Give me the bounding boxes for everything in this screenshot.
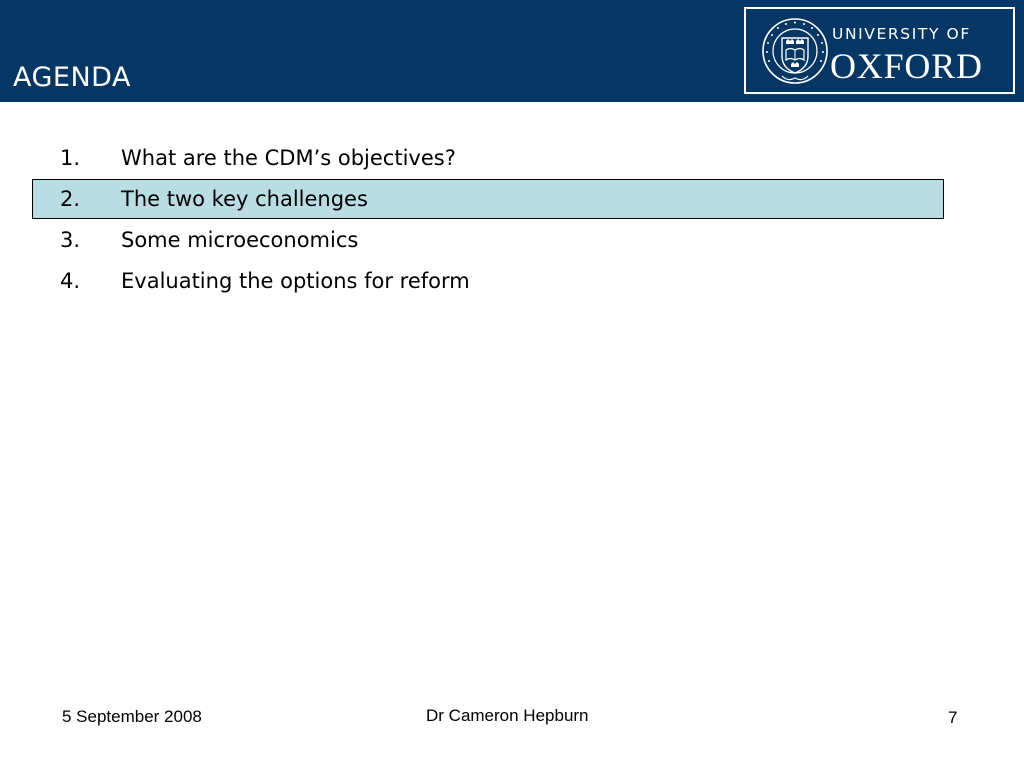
oxford-crest-icon [760, 16, 830, 88]
agenda-item-text: The two key challenges [121, 187, 368, 211]
logo-oxford: OXFORD [830, 46, 983, 86]
agenda-item-text: Some microeconomics [121, 228, 359, 252]
agenda-item-3 [32, 220, 944, 260]
agenda-item-2-highlighted [32, 179, 944, 219]
agenda-item-text: What are the CDM’s objectives? [121, 146, 456, 170]
university-logo [744, 7, 1015, 94]
agenda-item-number: 1. [60, 146, 81, 170]
agenda-item-number: 3. [60, 228, 81, 252]
footer-author: Dr Cameron Hepburn [426, 706, 589, 725]
agenda-item-4 [32, 261, 944, 301]
slide-title: AGENDA [13, 62, 131, 93]
logo-university-of: UNIVERSITY OF [832, 25, 971, 43]
agenda-item-number: 2. [60, 187, 81, 211]
slide-header [0, 0, 1024, 102]
agenda-item-text: Evaluating the options for reform [121, 269, 470, 293]
footer-date: 5 September 2008 [62, 707, 202, 726]
footer-page-number: 7 [948, 708, 958, 727]
agenda-item-number: 4. [60, 269, 81, 293]
agenda-item-1 [32, 138, 944, 178]
